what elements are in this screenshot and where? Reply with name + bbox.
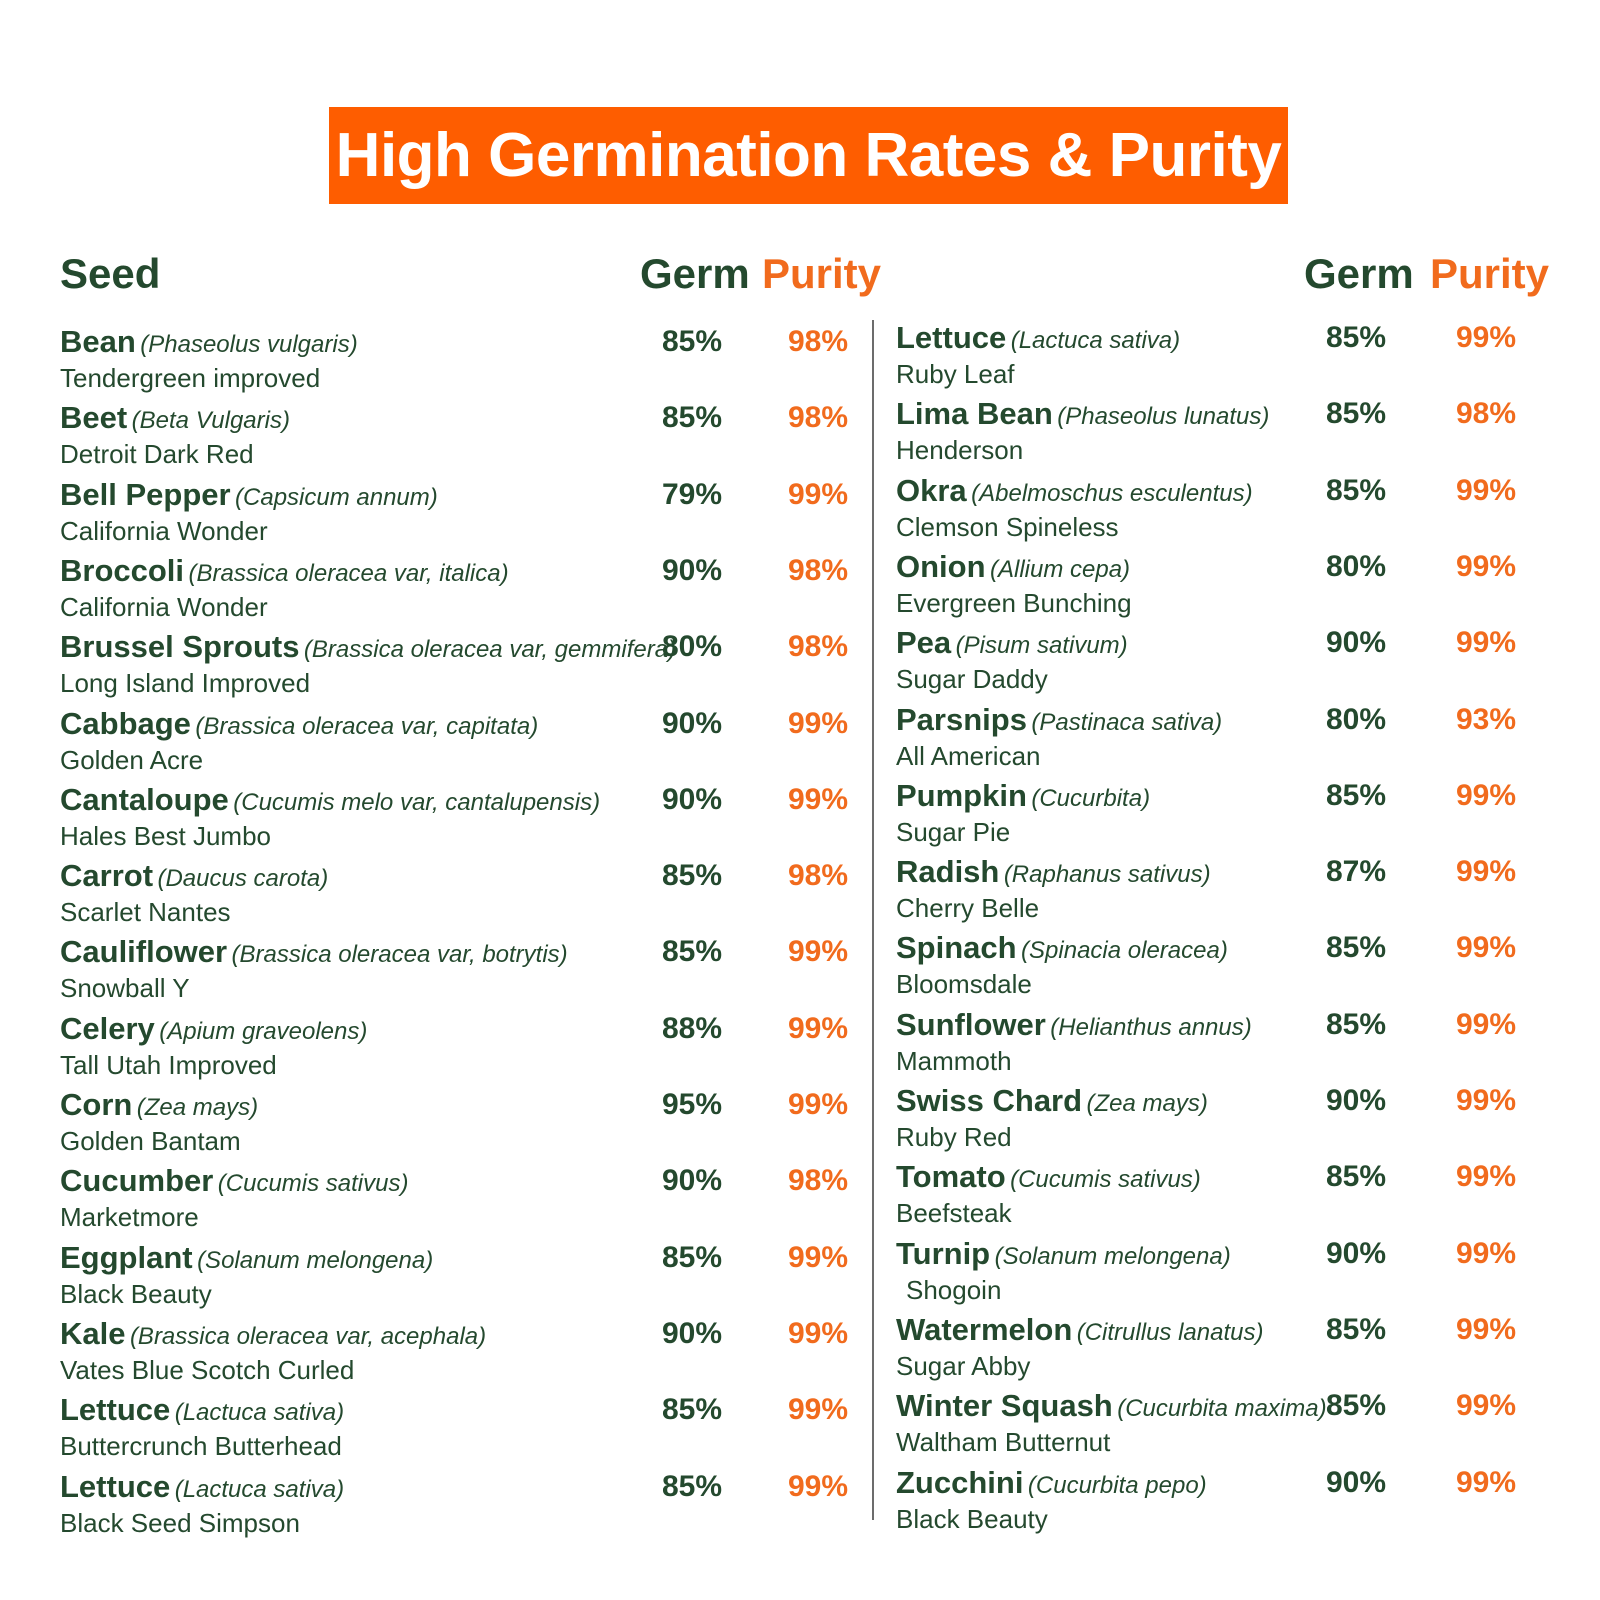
seed-latin-name: (Spinacia oleracea) [1021, 937, 1228, 965]
seed-variety: Scarlet Nantes [60, 897, 231, 928]
germ-value: 88% [662, 1011, 723, 1045]
seed-name: Cantaloupe [60, 781, 229, 817]
germ-value: 90% [662, 553, 723, 587]
seed-variety: Buttercrunch Butterhead [60, 1431, 342, 1462]
seed-row-pumpkin [896, 776, 1576, 852]
seed-variety: Sugar Abby [896, 1350, 1031, 1381]
seed-latin-name: (Lactuca sativa) [1010, 327, 1181, 354]
germ-value: 90% [662, 1316, 723, 1350]
seed-name: Zucchini [896, 1464, 1024, 1500]
germ-value: 85% [1326, 1389, 1387, 1423]
seed-row-eggplant [60, 1238, 860, 1314]
seed-variety: California Wonder [60, 591, 268, 622]
seed-name: Lettuce [60, 1392, 171, 1428]
purity-value: 99% [788, 935, 849, 969]
seed-row-brussel-sprouts [60, 627, 860, 703]
purity-value: 99% [788, 782, 849, 816]
purity-value: 99% [788, 1393, 849, 1427]
seed-name: Cabbage [60, 705, 191, 741]
seed-column-header: Seed [60, 250, 161, 297]
purity-value: 99% [788, 1316, 849, 1350]
germ-value: 95% [662, 1088, 723, 1121]
seed-latin-name: (Zea mays) [1086, 1090, 1208, 1117]
seed-row-watermelon [896, 1310, 1576, 1386]
purity-value: 98% [788, 1164, 849, 1198]
seed-row-zucchini [896, 1463, 1576, 1539]
seed-latin-name: (Lactuca sativa) [174, 1399, 345, 1427]
seed-variety: Marketmore [60, 1202, 199, 1233]
seed-latin-name: (Cucurbita maxima) [1117, 1395, 1327, 1423]
purity-value: 98% [788, 401, 849, 435]
seed-latin-name: (Beta Vulgaris) [131, 407, 290, 435]
seed-row-tomato [896, 1157, 1576, 1233]
seed-row-winter-squash [896, 1386, 1576, 1462]
seed-row-cucumber [60, 1161, 860, 1237]
seed-row-onion [896, 547, 1576, 623]
germ-value: 85% [1326, 397, 1387, 431]
seed-latin-name: (Zea mays) [136, 1094, 259, 1121]
seed-name: Cucumber [60, 1163, 214, 1199]
seed-row-spinach [896, 928, 1576, 1004]
purity-value: 99% [1456, 1236, 1517, 1270]
seed-row-swiss-chard [896, 1081, 1576, 1157]
seed-variety: Hales Best Jumbo [60, 820, 271, 851]
seed-row-okra [896, 471, 1576, 547]
seed-variety: Detroit Dark Red [60, 439, 254, 470]
purity-value: 99% [1456, 1312, 1517, 1346]
germ-value: 90% [662, 782, 723, 816]
seed-latin-name: (Cucurbita pepo) [1027, 1471, 1207, 1499]
seed-latin-name: (Allium cepa) [990, 555, 1131, 583]
purity-value: 99% [788, 1240, 849, 1274]
purity-value: 99% [788, 1011, 849, 1045]
page-title: High Germination Rates & Purity [335, 121, 1282, 190]
seed-name: Bean [60, 324, 136, 359]
seed-name: Celery [60, 1010, 155, 1046]
seed-variety: Beefsteak [896, 1198, 1012, 1229]
seed-name: Pumpkin [896, 777, 1027, 813]
seed-latin-name: (Cucumis sativus) [217, 1170, 409, 1198]
seed-latin-name: (Helianthus annus) [1050, 1013, 1252, 1041]
germ-value: 80% [1326, 702, 1387, 736]
seed-name: Lettuce [896, 320, 1007, 355]
seed-variety: Ruby Leaf [896, 359, 1015, 389]
purity-value: 99% [1456, 626, 1517, 660]
seed-name: Bell Pepper [60, 476, 231, 512]
seed-latin-name: (Phaseolus vulgaris) [140, 331, 358, 358]
germ-value: 87% [1326, 855, 1387, 889]
seed-variety: Black Seed Simpson [60, 1507, 300, 1538]
seed-latin-name: (Capsicum annum) [235, 483, 438, 511]
seed-variety: Vates Blue Scotch Curled [60, 1354, 355, 1385]
seed-name: Winter Squash [896, 1388, 1113, 1424]
seed-latin-name: (Brassica oleracea var, acephala) [129, 1322, 487, 1350]
germ-value: 90% [1326, 1465, 1387, 1499]
germ-value: 85% [662, 1240, 723, 1274]
purity-value: 99% [788, 1469, 849, 1503]
purity-column-header-left: Purity [762, 250, 882, 297]
purity-value: 99% [788, 1088, 849, 1121]
title-banner [329, 107, 1288, 204]
purity-value: 99% [1456, 778, 1517, 812]
seed-row-turnip [896, 1234, 1576, 1310]
seed-name: Broccoli [60, 552, 185, 588]
seed-variety: Mammoth [896, 1045, 1012, 1076]
seed-variety: Black Beauty [60, 1278, 212, 1309]
seed-variety: Tall Utah Improved [60, 1049, 277, 1080]
purity-column-header-right: Purity [1430, 250, 1550, 297]
seed-variety: California Wonder [60, 515, 268, 546]
seed-variety: Ruby Red [896, 1122, 1012, 1152]
purity-value: 99% [1456, 855, 1517, 889]
germ-value: 90% [1326, 626, 1387, 660]
seed-row-corn [60, 1085, 860, 1161]
seed-variety: Golden Bantam [60, 1126, 241, 1156]
seed-latin-name: (Solanum melongena) [994, 1242, 1231, 1270]
seed-latin-name: (Daucus carota) [157, 865, 329, 893]
purity-value: 98% [788, 325, 849, 358]
seed-variety: Sugar Pie [896, 816, 1011, 847]
seed-variety: Evergreen Bunching [896, 587, 1132, 618]
germ-value: 85% [662, 401, 723, 435]
purity-value: 99% [1456, 1389, 1517, 1423]
germ-value: 85% [1326, 321, 1387, 354]
purity-value: 99% [1456, 549, 1517, 583]
seed-latin-name: (Cucumis melo var, cantalupensis) [233, 788, 601, 816]
germ-value: 85% [662, 859, 723, 893]
germ-value: 85% [662, 1393, 723, 1427]
purity-value: 99% [1456, 931, 1517, 965]
seed-row-parsnips [896, 700, 1576, 776]
seed-row-lettuce [60, 1390, 860, 1466]
purity-value: 98% [788, 630, 849, 664]
seed-latin-name: (Solanum melongena) [197, 1246, 434, 1274]
seed-name: Eggplant [60, 1239, 193, 1275]
seed-variety: Snowball Y [60, 973, 190, 1004]
seed-row-bell-pepper [60, 475, 860, 551]
germ-value: 80% [662, 630, 723, 664]
purity-value: 98% [788, 553, 849, 587]
seed-name: Spinach [896, 930, 1017, 966]
seed-variety: Cherry Belle [896, 893, 1040, 924]
seed-latin-name: (Lactuca sativa) [174, 1475, 345, 1503]
seed-name: Swiss Chard [896, 1083, 1083, 1118]
germ-value: 90% [1326, 1236, 1387, 1270]
seed-variety: Shogoin [906, 1274, 1002, 1305]
seed-latin-name: (Brassica oleracea var, gemmifera) [303, 636, 677, 664]
seed-name: Cauliflower [60, 934, 228, 970]
seed-latin-name: (Cucurbita) [1031, 784, 1151, 812]
purity-value: 99% [788, 706, 849, 740]
purity-value: 99% [788, 477, 849, 511]
seed-name: Watermelon [896, 1311, 1073, 1347]
seed-name: Okra [896, 472, 967, 508]
seed-row-cabbage [60, 704, 860, 780]
seed-name: Carrot [60, 858, 154, 894]
seed-name: Beet [60, 400, 128, 436]
germ-value: 85% [1326, 1007, 1387, 1041]
germ-value: 85% [1326, 778, 1387, 812]
seed-row-radish [896, 852, 1576, 928]
seed-variety: Long Island Improved [60, 668, 311, 699]
germ-column-header-right: Germ [1304, 250, 1414, 297]
seed-row-beet [60, 398, 860, 474]
seed-variety: Black Beauty [896, 1503, 1048, 1534]
seed-name: Tomato [896, 1159, 1006, 1195]
germ-column-header-left: Germ [640, 250, 750, 297]
seed-row-lima-bean [896, 394, 1576, 470]
seed-row-kale [60, 1314, 860, 1390]
germ-value: 90% [662, 1164, 723, 1198]
seed-name: Brussel Sprouts [60, 629, 300, 665]
germ-value: 85% [662, 1469, 723, 1503]
seed-latin-name: (Phaseolus lunatus) [1057, 403, 1270, 431]
purity-value: 93% [1456, 702, 1517, 736]
purity-value: 99% [1456, 321, 1517, 354]
seed-row-cauliflower [60, 932, 860, 1008]
seed-latin-name: (Raphanus sativus) [1003, 861, 1211, 889]
germ-value: 85% [662, 935, 723, 969]
seed-latin-name: (Brassica oleracea var, capitata) [195, 712, 539, 740]
seed-name: Corn [60, 1087, 133, 1122]
seed-name: Kale [60, 1315, 126, 1351]
seed-latin-name: (Pisum sativum) [955, 632, 1128, 660]
purity-value: 99% [1456, 1160, 1517, 1194]
seed-row-pea [896, 623, 1576, 699]
seed-row-broccoli [60, 551, 860, 627]
seed-latin-name: (Brassica oleracea var, italica) [188, 559, 509, 587]
purity-value: 99% [1456, 1084, 1517, 1117]
seed-latin-name: (Cucumis sativus) [1010, 1166, 1201, 1194]
seed-variety: Bloomsdale [896, 969, 1032, 1000]
germ-value: 85% [1326, 473, 1387, 507]
column-divider [872, 320, 874, 1520]
seed-variety: Tendergreen improved [60, 363, 321, 393]
seed-name: Radish [896, 854, 1000, 890]
germ-value: 85% [1326, 1312, 1387, 1346]
purity-value: 98% [788, 859, 849, 893]
purity-value: 99% [1456, 1007, 1517, 1041]
seed-variety: Golden Acre [60, 744, 204, 775]
seed-row-lettuce [896, 318, 1576, 394]
germ-value: 85% [662, 325, 723, 358]
germ-value: 90% [1326, 1084, 1387, 1117]
germ-value: 85% [1326, 1160, 1387, 1194]
seed-name: Turnip [896, 1235, 991, 1271]
seed-variety: Waltham Butternut [896, 1427, 1111, 1458]
seed-name: Lima Bean [896, 396, 1053, 432]
seed-row-cantaloupe [60, 780, 860, 856]
seed-row-celery [60, 1009, 860, 1085]
germ-value: 80% [1326, 549, 1387, 583]
seed-latin-name: (Citrullus lanatus) [1076, 1318, 1264, 1346]
seed-name: Onion [896, 548, 986, 584]
purity-value: 99% [1456, 473, 1517, 507]
seed-latin-name: (Apium graveolens) [159, 1017, 368, 1045]
seed-variety: All American [896, 740, 1041, 771]
seed-name: Pea [896, 625, 952, 661]
seed-row-bean [60, 322, 860, 398]
purity-value: 98% [1456, 397, 1517, 431]
seed-name: Parsnips [896, 701, 1027, 737]
seed-row-sunflower [896, 1005, 1576, 1081]
germ-value: 90% [662, 706, 723, 740]
seed-latin-name: (Abelmoschus esculentus) [971, 479, 1253, 507]
seed-name: Sunflower [896, 1006, 1046, 1042]
germ-value: 79% [662, 477, 723, 511]
seed-name: Lettuce [60, 1468, 171, 1504]
germ-value: 85% [1326, 931, 1387, 965]
seed-row-carrot [60, 856, 860, 932]
seed-variety: Henderson [896, 435, 1024, 466]
seed-variety: Sugar Daddy [896, 664, 1048, 695]
seed-latin-name: (Pastinaca sativa) [1031, 708, 1223, 736]
seed-latin-name: (Brassica oleracea var, botrytis) [231, 941, 568, 969]
seed-variety: Clemson Spineless [896, 511, 1119, 542]
purity-value: 99% [1456, 1465, 1517, 1499]
seed-row-lettuce [60, 1467, 860, 1543]
